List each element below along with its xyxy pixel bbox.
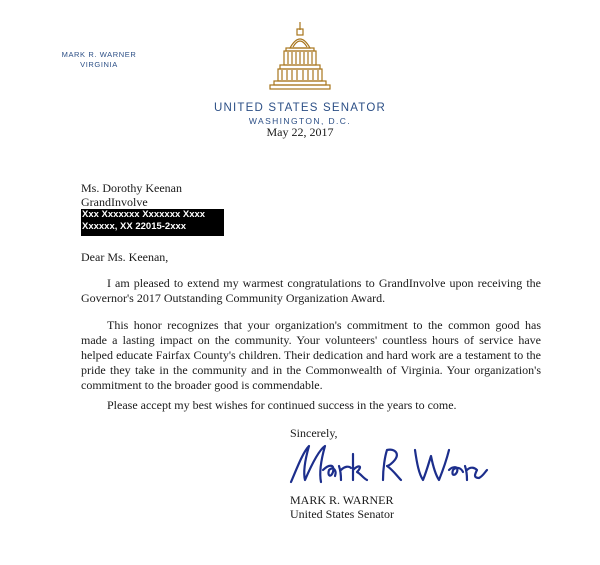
body-paragraph: I am pleased to extend my warmest congratulations to GrandInvolve upon receiving the Governor's 2017 Outstanding Community Organization Award. bbox=[81, 276, 541, 305]
redacted-address-line: Xxx Xxxxxxx Xxxxxxx Xxxx bbox=[82, 209, 206, 220]
recipient-name: Ms. Dorothy Keenan bbox=[81, 181, 182, 195]
handwritten-signature bbox=[283, 440, 493, 488]
body-paragraph: This honor recognizes that your organization's commitment to the common good has made a lasting impact on the community. Your volunteers' countless hours of service have helped educate Fairfax County's children. Their dedication and hard work are a testament to the pride they take in the community and in the Commonwealth of Virginia. Your organization's commitment to the broader good is commendable. bbox=[81, 318, 541, 392]
letterhead-city: WASHINGTON, D.C. bbox=[248, 116, 352, 126]
body-paragraph: Please accept my best wishes for continued success in the years to come. bbox=[107, 398, 457, 412]
capitol-dome-icon bbox=[268, 20, 332, 98]
redacted-address-block bbox=[81, 209, 224, 236]
letter-date: May 22, 2017 bbox=[266, 125, 334, 139]
redacted-address-line: Xxxxxx, XX 22015-2xxx bbox=[82, 221, 187, 232]
signer-title: United States Senator bbox=[290, 507, 394, 521]
recipient-organization: GrandInvolve bbox=[81, 195, 148, 209]
letterhead-name-block bbox=[44, 50, 154, 70]
letterhead-state: VIRGINIA bbox=[80, 60, 118, 69]
letterhead-senator-name: MARK R. WARNER bbox=[61, 50, 137, 59]
salutation: Dear Ms. Keenan, bbox=[81, 250, 169, 264]
letterhead-title: UNITED STATES SENATOR bbox=[214, 102, 386, 114]
signer-name: MARK R. WARNER bbox=[290, 493, 394, 507]
closing: Sincerely, bbox=[290, 426, 338, 440]
